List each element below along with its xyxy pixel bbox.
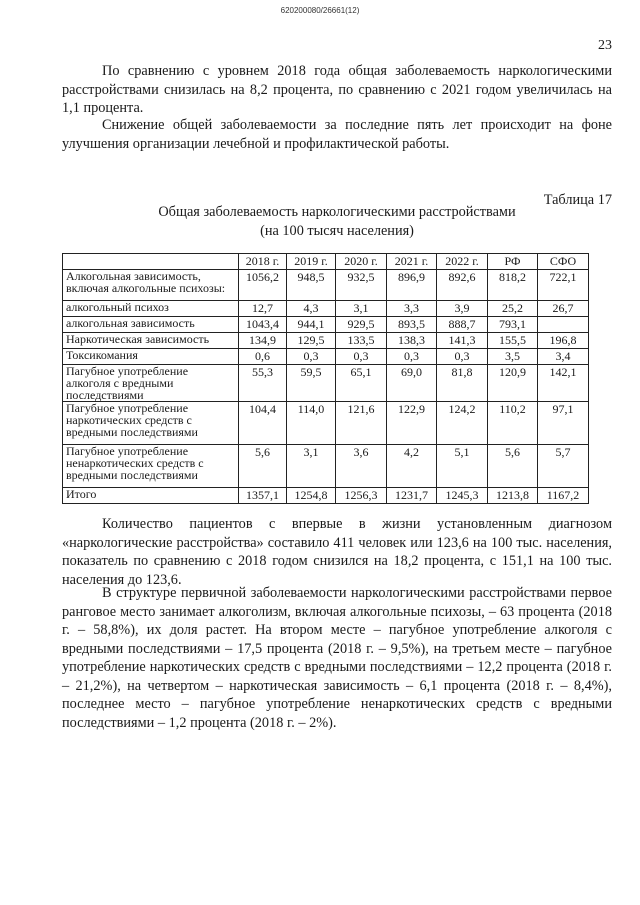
value-cell: 26,7 [538, 301, 589, 317]
table-container [62, 253, 589, 504]
row-label: Алкогольная зависимость, включая алкогольные психозы: [63, 270, 239, 301]
value-cell: 5,6 [488, 445, 538, 488]
value-cell: 896,9 [387, 270, 437, 301]
row-label: Пагубное употребление алкоголя с вредными последствиями [63, 365, 239, 402]
value-cell: 121,6 [336, 402, 387, 445]
value-cell: 124,2 [437, 402, 488, 445]
table-row [63, 402, 589, 445]
value-cell: 818,2 [488, 270, 538, 301]
value-cell: 110,2 [488, 402, 538, 445]
table-row [63, 488, 589, 504]
value-cell: 3,6 [336, 445, 387, 488]
value-cell: 929,5 [336, 317, 387, 333]
value-cell: 944,1 [287, 317, 336, 333]
value-cell: 129,5 [287, 333, 336, 349]
row-label: Пагубное употребление наркотических средств с вредными последствиями [63, 402, 239, 445]
value-cell: 0,3 [387, 349, 437, 365]
row-label: Пагубное употребление ненаркотических средств с вредными последствиями [63, 445, 239, 488]
paragraph-1: По сравнению с уровнем 2018 года общая заболеваемость наркологическими расстройствами снизилась на 8,2 процента, по сравнению с 2021 годом увеличилась на 1,1 процента. [62, 63, 612, 116]
value-cell: 120,9 [488, 365, 538, 402]
paragraph-4: В структуре первичной заболеваемости наркологическими расстройствами первое ранговое место занимает алкоголизм, включая алкогольные психозы, – 63 процента (2018 г. – 58,8%), их доля растет. На втором месте – пагубное употребление алкоголя с вредными последствиями – 17,5 процента (2018 г. – 9,5%), на третьем месте – пагубное употребление наркотических средств с вредными последствиями – 12,2 процента (2018 г. – 21,2%), на четвертом – наркотическая зависимость – 6,1 процента (2018 г. – 8,4%), последнее место – пагубное употребление ненаркотических средств с вредными последствиями – 1,2 процента (2018 г. – 2%). [62, 585, 612, 731]
value-cell: 12,7 [239, 301, 287, 317]
value-cell: 196,8 [538, 333, 589, 349]
value-cell: 155,5 [488, 333, 538, 349]
value-cell [538, 317, 589, 333]
document-id: 620200080/26661(12) [280, 6, 360, 15]
value-cell: 793,1 [488, 317, 538, 333]
value-cell: 1231,7 [387, 488, 437, 504]
value-cell: 3,4 [538, 349, 589, 365]
value-cell: 55,3 [239, 365, 287, 402]
value-cell: 1256,3 [336, 488, 387, 504]
value-cell: 25,2 [488, 301, 538, 317]
table-title-line-1: Общая заболеваемость наркологическими расстройствами [158, 204, 516, 220]
value-cell: 4,2 [387, 445, 437, 488]
value-cell: 888,7 [437, 317, 488, 333]
value-cell: 722,1 [538, 270, 589, 301]
value-cell: 5,7 [538, 445, 589, 488]
value-cell: 59,5 [287, 365, 336, 402]
value-cell: 1254,8 [287, 488, 336, 504]
table-label: Таблица 17 [543, 192, 612, 208]
table-header-row [63, 254, 589, 270]
paragraph-2: Снижение общей заболеваемости за последние пять лет происходит на фоне улучшения организации лечебной и профилактической работы. [62, 117, 612, 152]
value-cell: 948,5 [287, 270, 336, 301]
header-cell: СФО [538, 254, 589, 270]
header-cell: 2020 г. [336, 254, 387, 270]
value-cell: 97,1 [538, 402, 589, 445]
table-title [60, 203, 614, 240]
paragraph-3: Количество пациентов с впервые в жизни установленным диагнозом «наркологические расстройства» составило 411 человек или 123,6 на 100 тыс. населения, показатель по сравнению с 2018 годом снизился на 18,2 процента, с 151,1 на 100 тыс. населения до 123,6. [62, 516, 612, 588]
value-cell: 932,5 [336, 270, 387, 301]
header-cell: 2022 г. [437, 254, 488, 270]
value-cell: 65,1 [336, 365, 387, 402]
value-cell: 1056,2 [239, 270, 287, 301]
value-cell: 3,9 [437, 301, 488, 317]
header-cell [63, 254, 239, 270]
table-row [63, 270, 589, 301]
value-cell: 4,3 [287, 301, 336, 317]
header-cell: РФ [488, 254, 538, 270]
row-label: Наркотическая зависимость [63, 333, 239, 349]
value-cell: 141,3 [437, 333, 488, 349]
value-cell: 81,8 [437, 365, 488, 402]
value-cell: 0,3 [437, 349, 488, 365]
row-label: Токсикомания [63, 349, 239, 365]
value-cell: 114,0 [287, 402, 336, 445]
value-cell: 0,6 [239, 349, 287, 365]
value-cell: 0,3 [287, 349, 336, 365]
value-cell: 5,6 [239, 445, 287, 488]
value-cell: 1357,1 [239, 488, 287, 504]
value-cell: 104,4 [239, 402, 287, 445]
value-cell: 69,0 [387, 365, 437, 402]
header-cell: 2021 г. [387, 254, 437, 270]
table-row [63, 365, 589, 402]
value-cell: 133,5 [336, 333, 387, 349]
value-cell: 0,3 [336, 349, 387, 365]
morbidity-table [62, 253, 589, 504]
value-cell: 3,1 [287, 445, 336, 488]
value-cell: 142,1 [538, 365, 589, 402]
header-cell: 2019 г. [287, 254, 336, 270]
table-row [63, 445, 589, 488]
value-cell: 3,1 [336, 301, 387, 317]
row-label: Итого [63, 488, 239, 504]
value-cell: 122,9 [387, 402, 437, 445]
value-cell: 1043,4 [239, 317, 287, 333]
page-number: 23 [598, 38, 612, 53]
value-cell: 138,3 [387, 333, 437, 349]
row-label: алкогольный психоз [63, 301, 239, 317]
value-cell: 3,3 [387, 301, 437, 317]
header-cell: 2018 г. [239, 254, 287, 270]
value-cell: 3,5 [488, 349, 538, 365]
value-cell: 1167,2 [538, 488, 589, 504]
row-label: алкогольная зависимость [63, 317, 239, 333]
value-cell: 5,1 [437, 445, 488, 488]
value-cell: 1213,8 [488, 488, 538, 504]
value-cell: 893,5 [387, 317, 437, 333]
table-title-line-2: (на 100 тысяч населения) [260, 222, 414, 239]
table-row [63, 301, 589, 317]
value-cell: 134,9 [239, 333, 287, 349]
value-cell: 892,6 [437, 270, 488, 301]
table-row [63, 333, 589, 349]
table-row [63, 349, 589, 365]
value-cell: 1245,3 [437, 488, 488, 504]
table-row [63, 317, 589, 333]
